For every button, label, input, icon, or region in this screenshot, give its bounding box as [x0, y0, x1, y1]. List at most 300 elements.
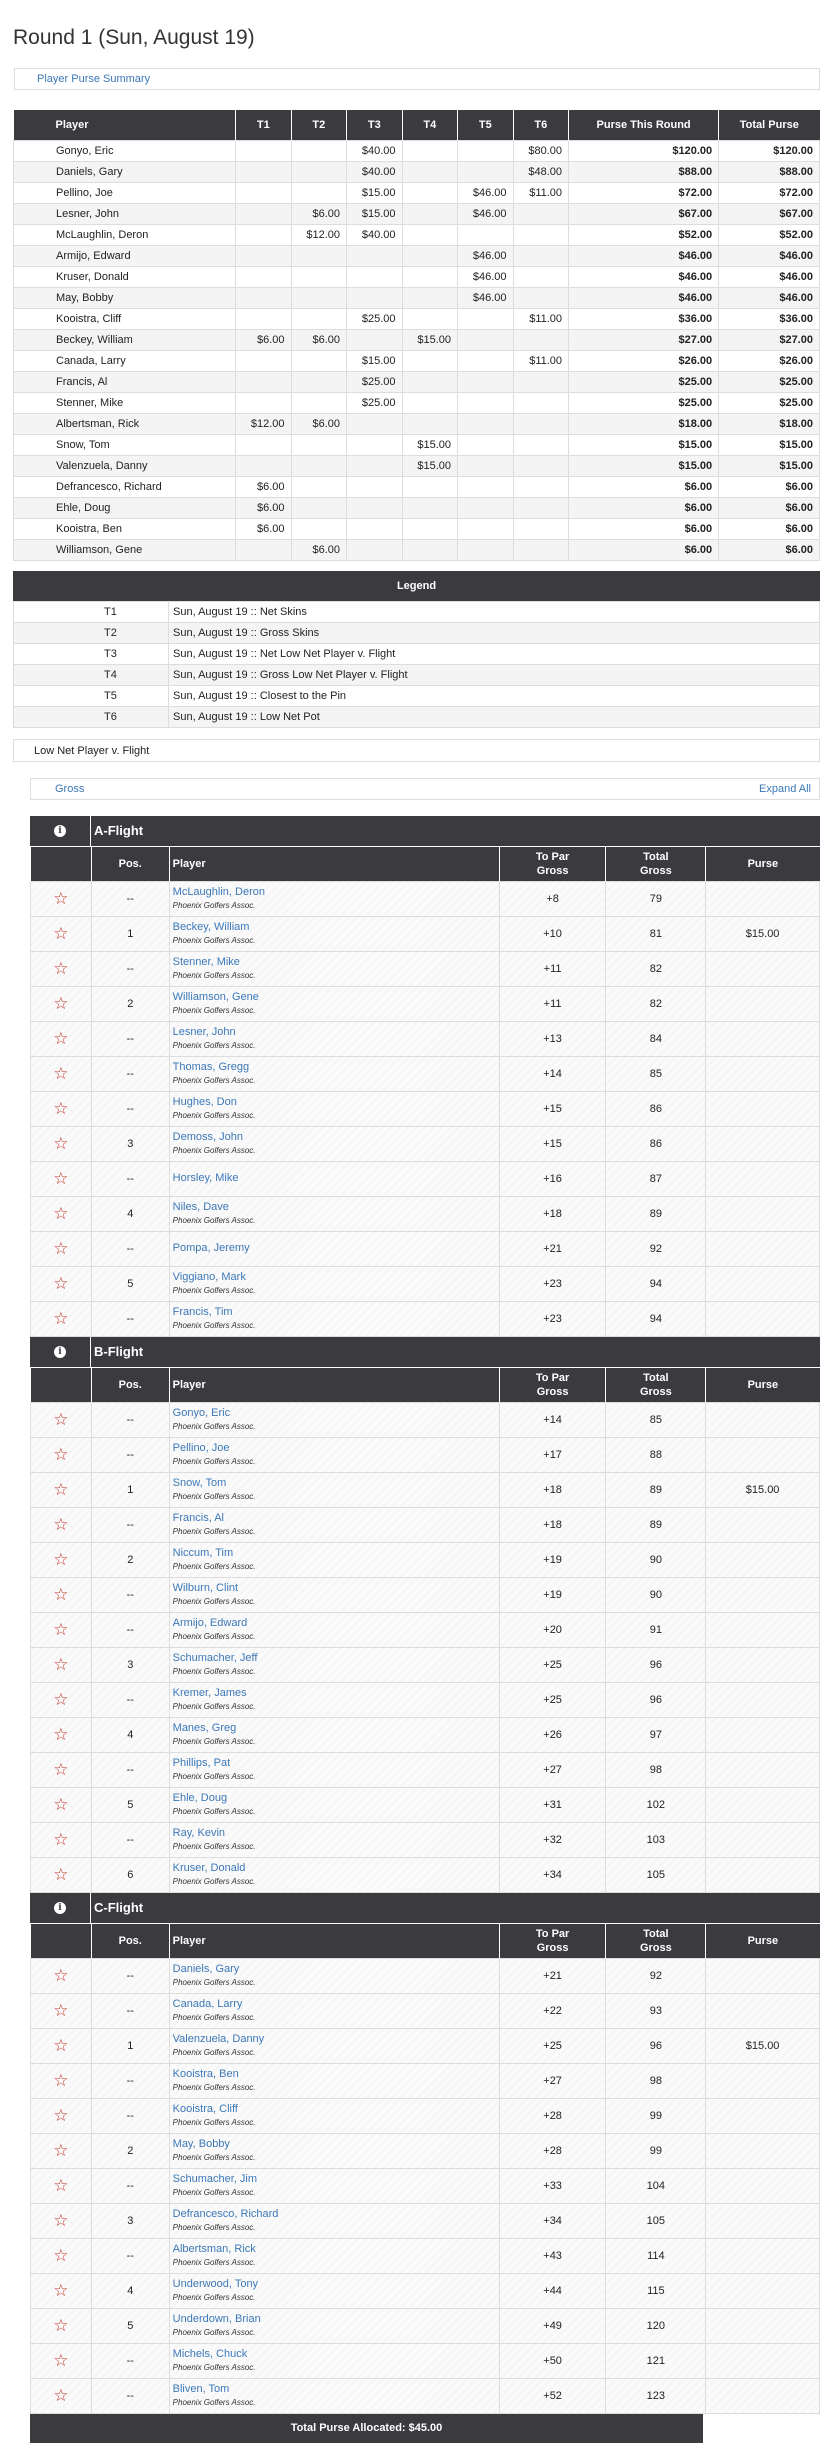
star-outline-icon[interactable]: ☆ — [53, 2316, 69, 2335]
purse-cell — [458, 329, 514, 350]
position: 4 — [91, 1717, 169, 1752]
to-par-gross: +14 — [499, 1402, 606, 1437]
player-cell — [169, 2133, 499, 2168]
player-name-link[interactable]: Viggiano, Mark — [172, 1270, 246, 1283]
purse-cell — [236, 455, 292, 476]
purse-amount — [706, 2378, 820, 2413]
purse-cell — [513, 518, 569, 539]
position: 1 — [91, 1472, 169, 1507]
player-association: Phoenix Golfers Assoc. — [172, 1876, 256, 1886]
purse-cell: $46.00 — [458, 182, 514, 203]
player-row — [31, 1612, 820, 1647]
purse-amount — [706, 1787, 820, 1822]
player-row — [31, 2063, 820, 2098]
favorite-cell — [31, 1437, 92, 1472]
star-outline-icon[interactable]: ☆ — [53, 1865, 69, 1884]
purse-cell: $12.00 — [236, 413, 292, 434]
player-name-link[interactable]: Bliven, Tom — [172, 2382, 230, 2395]
purse-cell: $15.00 — [402, 455, 458, 476]
purse-cell: $15.00 — [347, 350, 403, 371]
player-cell — [169, 1507, 499, 1542]
favorite-cell — [31, 1266, 92, 1301]
info-icon[interactable]: i — [54, 1902, 66, 1914]
purse-row — [14, 476, 820, 497]
favorite-cell — [31, 881, 92, 916]
star-outline-icon[interactable]: ☆ — [53, 2106, 69, 2125]
legend-code: T3 — [14, 643, 169, 664]
total-gross: 86 — [606, 1091, 706, 1126]
total-gross: 90 — [606, 1577, 706, 1612]
total-gross: 89 — [606, 1472, 706, 1507]
player-name-link[interactable]: Valenzuela, Danny — [172, 2032, 265, 2045]
star-outline-icon[interactable]: ☆ — [53, 1830, 69, 1849]
player-row — [31, 2098, 820, 2133]
to-par-gross: +26 — [499, 1717, 606, 1752]
purse-cell — [291, 140, 347, 161]
player-cell — [169, 1056, 499, 1091]
player-name-link[interactable]: Underdown, Brian — [172, 2312, 261, 2325]
player-name-link[interactable]: Kooistra, Cliff — [172, 2102, 238, 2115]
player-association: Phoenix Golfers Assoc. — [172, 1491, 256, 1501]
purse-cell — [291, 371, 347, 392]
flights-container — [30, 778, 820, 2443]
player-name-link[interactable]: Schumacher, Jim — [172, 2172, 258, 2185]
legend-title: Legend — [13, 571, 820, 601]
to-par-gross: +15 — [499, 1126, 606, 1161]
player-name-link[interactable]: Niles, Dave — [172, 1200, 229, 1213]
player-name-link[interactable]: Gonyo, Eric — [172, 1406, 231, 1419]
player-name-link[interactable]: Beckey, William — [172, 920, 250, 933]
legend-description: Sun, August 19 :: Gross Low Net Player v. Flight — [169, 664, 820, 685]
to-par-gross: +13 — [499, 1021, 606, 1056]
to-par-gross: +27 — [499, 1752, 606, 1787]
player-association: Phoenix Golfers Assoc. — [172, 1005, 256, 1015]
position: 1 — [91, 916, 169, 951]
total-gross: 96 — [606, 1682, 706, 1717]
purse-cell — [513, 224, 569, 245]
player-name-link[interactable]: Wilburn, Clint — [172, 1581, 239, 1594]
purse-cell — [513, 266, 569, 287]
purse-cell — [458, 539, 514, 560]
to-par-gross: +14 — [499, 1056, 606, 1091]
purse-cell: $18.00 — [569, 413, 719, 434]
to-par-gross: +23 — [499, 1266, 606, 1301]
col-header-line: Gross — [536, 1941, 569, 1954]
player-row — [31, 1161, 820, 1196]
star-outline-icon[interactable]: ☆ — [53, 1239, 69, 1258]
total-gross: 96 — [606, 2028, 706, 2063]
player-purse-summary-link[interactable]: Player Purse Summary — [37, 73, 151, 85]
player-cell — [169, 2063, 499, 2098]
star-outline-icon[interactable]: ☆ — [53, 889, 69, 908]
to-par-gross: +33 — [499, 2168, 606, 2203]
purse-cell — [347, 245, 403, 266]
purse-cell — [402, 266, 458, 287]
player-row — [31, 881, 820, 916]
flight-col-header — [606, 1923, 706, 1958]
favorite-cell — [31, 1787, 92, 1822]
star-outline-icon[interactable]: ☆ — [53, 1725, 69, 1744]
player-name-link[interactable]: Kooistra, Ben — [172, 2067, 239, 2080]
position: -- — [91, 1577, 169, 1612]
purse-col-header: Player — [14, 110, 236, 140]
star-outline-icon[interactable]: ☆ — [53, 1410, 69, 1429]
purse-amount — [706, 1507, 820, 1542]
purse-cell: $36.00 — [719, 308, 820, 329]
purse-cell — [291, 455, 347, 476]
player-association: Phoenix Golfers Assoc. — [172, 2222, 256, 2232]
favorite-cell — [31, 1993, 92, 2028]
player-name-link[interactable]: Lesner, John — [172, 1025, 236, 1038]
star-outline-icon[interactable]: ☆ — [53, 924, 69, 943]
favorite-cell — [31, 2308, 92, 2343]
player-name-link[interactable]: Ehle, Doug — [172, 1791, 228, 1804]
star-outline-icon[interactable]: ☆ — [53, 2176, 69, 2195]
purse-amount — [706, 2168, 820, 2203]
purse-cell — [402, 224, 458, 245]
star-outline-icon[interactable]: ☆ — [53, 1515, 69, 1534]
star-outline-icon[interactable]: ☆ — [53, 1134, 69, 1153]
total-purse-allocated: Total Purse Allocated: $45.00 — [30, 2414, 703, 2443]
flight-name: A-Flight — [94, 823, 144, 838]
favorite-cell — [31, 2133, 92, 2168]
purse-cell: $12.00 — [291, 224, 347, 245]
star-outline-icon[interactable]: ☆ — [53, 2281, 69, 2300]
position: -- — [91, 2378, 169, 2413]
player-association: Phoenix Golfers Assoc. — [172, 1110, 256, 1120]
star-outline-icon[interactable]: ☆ — [53, 1480, 69, 1499]
star-outline-icon[interactable]: ☆ — [53, 2211, 69, 2230]
position: -- — [91, 1993, 169, 2028]
flight-table — [30, 1923, 820, 2414]
player-name-link[interactable]: Albertsman, Rick — [172, 2242, 256, 2255]
star-outline-icon[interactable]: ☆ — [53, 1169, 69, 1188]
purse-player-name: Lesner, John — [14, 203, 236, 224]
total-gross: 82 — [606, 986, 706, 1021]
player-name-link[interactable]: Williamson, Gene — [172, 990, 259, 1003]
favorite-cell — [31, 1091, 92, 1126]
position: 1 — [91, 2028, 169, 2063]
player-name-link[interactable]: Underwood, Tony — [172, 2277, 259, 2290]
purse-cell — [513, 329, 569, 350]
player-cell — [169, 2028, 499, 2063]
purse-cell — [402, 308, 458, 329]
player-association: Phoenix Golfers Assoc. — [172, 1561, 256, 1571]
player-name-link[interactable]: Kruser, Donald — [172, 1861, 246, 1874]
star-outline-icon[interactable]: ☆ — [53, 1204, 69, 1223]
total-gross: 103 — [606, 1822, 706, 1857]
star-outline-icon[interactable]: ☆ — [53, 1309, 69, 1328]
total-gross: 94 — [606, 1301, 706, 1336]
player-name-link[interactable]: Francis, Tim — [172, 1305, 233, 1318]
purse-row — [14, 497, 820, 518]
player-name-link[interactable]: Snow, Tom — [172, 1476, 227, 1489]
purse-cell: $6.00 — [236, 497, 292, 518]
favorite-cell — [31, 1577, 92, 1612]
player-name-link[interactable]: Horsley, Mike — [172, 1172, 239, 1184]
purse-cell: $46.00 — [569, 287, 719, 308]
to-par-gross: +22 — [499, 1993, 606, 2028]
purse-row — [14, 140, 820, 161]
purse-col-header: T3 — [347, 110, 403, 140]
total-gross: 89 — [606, 1507, 706, 1542]
player-name-link[interactable]: Pellino, Joe — [172, 1441, 230, 1454]
player-name-link[interactable]: Michels, Chuck — [172, 2347, 248, 2360]
purse-cell — [402, 497, 458, 518]
player-name-link[interactable]: Pompa, Jeremy — [172, 1242, 250, 1254]
star-outline-icon[interactable]: ☆ — [53, 1445, 69, 1464]
flight-col-header: Player — [169, 1367, 499, 1402]
favorite-cell — [31, 2098, 92, 2133]
purse-player-name: Kooistra, Cliff — [14, 308, 236, 329]
star-outline-icon[interactable]: ☆ — [53, 2036, 69, 2055]
player-name-link[interactable]: Manes, Greg — [172, 1721, 237, 1734]
purse-cell: $6.00 — [719, 539, 820, 560]
total-gross: 87 — [606, 1161, 706, 1196]
to-par-gross: +50 — [499, 2343, 606, 2378]
position: 2 — [91, 1542, 169, 1577]
player-association: Phoenix Golfers Assoc. — [172, 1526, 256, 1536]
to-par-gross: +25 — [499, 1682, 606, 1717]
position: -- — [91, 1402, 169, 1437]
purse-row — [14, 182, 820, 203]
total-gross: 99 — [606, 2133, 706, 2168]
purse-cell: $25.00 — [569, 392, 719, 413]
info-icon[interactable]: i — [54, 825, 66, 837]
purse-row — [14, 266, 820, 287]
player-name-link[interactable]: McLaughlin, Deron — [172, 885, 265, 898]
purse-cell — [291, 518, 347, 539]
player-name-link[interactable]: Stenner, Mike — [172, 955, 240, 968]
position: 4 — [91, 1196, 169, 1231]
purse-amount — [706, 1542, 820, 1577]
star-outline-icon[interactable]: ☆ — [53, 1966, 69, 1985]
favorite-cell — [31, 2028, 92, 2063]
purse-cell: $67.00 — [569, 203, 719, 224]
star-outline-icon[interactable]: ☆ — [53, 1690, 69, 1709]
to-par-gross: +15 — [499, 1091, 606, 1126]
flight-section — [30, 1893, 820, 2414]
to-par-gross: +23 — [499, 1301, 606, 1336]
purse-player-name: Defrancesco, Richard — [14, 476, 236, 497]
star-outline-icon[interactable]: ☆ — [53, 1029, 69, 1048]
star-outline-icon[interactable]: ☆ — [53, 1585, 69, 1604]
position: 3 — [91, 1126, 169, 1161]
favorite-cell — [31, 1542, 92, 1577]
player-row — [31, 1021, 820, 1056]
flight-col-header: Purse — [706, 1367, 820, 1402]
star-outline-icon[interactable]: ☆ — [53, 2001, 69, 2020]
purse-cell: $15.00 — [347, 203, 403, 224]
purse-row — [14, 308, 820, 329]
player-association: Phoenix Golfers Assoc. — [172, 1841, 256, 1851]
star-outline-icon[interactable]: ☆ — [53, 2071, 69, 2090]
flight-name: B-Flight — [94, 1344, 144, 1359]
player-cell — [169, 1196, 499, 1231]
expand-all-link[interactable]: Expand All — [759, 782, 811, 795]
player-name-link[interactable]: Demoss, John — [172, 1130, 243, 1143]
purse-amount — [706, 2273, 820, 2308]
purse-cell: $6.00 — [291, 329, 347, 350]
player-name-link[interactable]: May, Bobby — [172, 2137, 230, 2150]
player-cell — [169, 881, 499, 916]
purse-cell — [291, 350, 347, 371]
legend-code: T4 — [14, 664, 169, 685]
position: -- — [91, 2063, 169, 2098]
player-name-link[interactable]: Thomas, Gregg — [172, 1060, 250, 1073]
purse-player-name: Canada, Larry — [14, 350, 236, 371]
star-outline-icon[interactable]: ☆ — [53, 1620, 69, 1639]
favorite-cell — [31, 1822, 92, 1857]
purse-cell — [513, 476, 569, 497]
player-row — [31, 2168, 820, 2203]
player-association: Phoenix Golfers Assoc. — [172, 1806, 256, 1816]
player-association: Phoenix Golfers Assoc. — [172, 2012, 256, 2022]
purse-cell — [236, 287, 292, 308]
purse-cell — [291, 245, 347, 266]
purse-col-header: Total Purse — [719, 110, 820, 140]
star-outline-icon[interactable]: ☆ — [53, 2386, 69, 2405]
player-name-link[interactable]: Niccum, Tim — [172, 1546, 234, 1559]
player-cell — [169, 1472, 499, 1507]
player-association: Phoenix Golfers Assoc. — [172, 1736, 256, 1746]
favorite-cell — [31, 1196, 92, 1231]
player-cell — [169, 1682, 499, 1717]
flight-table-header — [31, 1367, 820, 1402]
player-name-link[interactable]: Schumacher, Jeff — [172, 1651, 258, 1664]
purse-cell: $46.00 — [458, 287, 514, 308]
total-gross: 92 — [606, 1231, 706, 1266]
star-outline-icon[interactable]: ☆ — [53, 2351, 69, 2370]
total-gross: 85 — [606, 1402, 706, 1437]
flight-col-header — [606, 1367, 706, 1402]
favorite-cell — [31, 1402, 92, 1437]
purse-cell: $40.00 — [347, 140, 403, 161]
player-name-link[interactable]: Hughes, Don — [172, 1095, 237, 1108]
player-cell — [169, 2273, 499, 2308]
purse-cell — [236, 266, 292, 287]
player-cell — [169, 1958, 499, 1993]
purse-player-name: McLaughlin, Deron — [14, 224, 236, 245]
to-par-gross: +43 — [499, 2238, 606, 2273]
star-outline-icon[interactable]: ☆ — [53, 1064, 69, 1083]
tab-gross[interactable]: Gross — [55, 782, 85, 795]
player-name-link[interactable]: Francis, Al — [172, 1511, 225, 1524]
player-name-link[interactable]: Canada, Larry — [172, 1997, 243, 2010]
purse-cell — [347, 476, 403, 497]
position: 5 — [91, 1787, 169, 1822]
player-cell — [169, 986, 499, 1021]
star-outline-icon[interactable]: ☆ — [53, 1795, 69, 1814]
star-outline-icon[interactable]: ☆ — [53, 1760, 69, 1779]
purse-cell — [458, 224, 514, 245]
purse-player-name: Armijo, Edward — [14, 245, 236, 266]
favorite-cell — [31, 986, 92, 1021]
star-outline-icon[interactable]: ☆ — [53, 2246, 69, 2265]
star-outline-icon[interactable]: ☆ — [53, 1550, 69, 1569]
purse-col-header: T6 — [513, 110, 569, 140]
player-name-link[interactable]: Kremer, James — [172, 1686, 247, 1699]
player-name-link[interactable]: Defrancesco, Richard — [172, 2207, 279, 2220]
purse-player-name: Francis, Al — [14, 371, 236, 392]
star-outline-icon[interactable]: ☆ — [53, 1274, 69, 1293]
flight-table — [30, 846, 820, 1337]
player-row — [31, 1857, 820, 1892]
favorite-cell — [31, 1301, 92, 1336]
star-outline-icon[interactable]: ☆ — [53, 994, 69, 1013]
position: -- — [91, 2343, 169, 2378]
info-icon[interactable]: i — [54, 1346, 66, 1358]
star-outline-icon[interactable]: ☆ — [53, 2141, 69, 2160]
favorite-cell — [31, 1472, 92, 1507]
total-gross: 98 — [606, 2063, 706, 2098]
purse-cell — [513, 434, 569, 455]
total-gross: 97 — [606, 1717, 706, 1752]
purse-cell — [513, 245, 569, 266]
purse-cell — [236, 392, 292, 413]
flight-section — [30, 1337, 820, 1893]
to-par-gross: +49 — [499, 2308, 606, 2343]
to-par-gross: +44 — [499, 2273, 606, 2308]
purse-cell: $11.00 — [513, 182, 569, 203]
player-row — [31, 1682, 820, 1717]
player-row — [31, 2028, 820, 2063]
col-header-line: Gross — [639, 1385, 672, 1398]
favorite-cell — [31, 1647, 92, 1682]
player-association: Phoenix Golfers Assoc. — [172, 1771, 256, 1781]
position: -- — [91, 1958, 169, 1993]
player-cell — [169, 2098, 499, 2133]
to-par-gross: +21 — [499, 1958, 606, 1993]
purse-cell — [347, 329, 403, 350]
position: -- — [91, 1301, 169, 1336]
col-header-line: To Par — [535, 1371, 570, 1384]
purse-cell: $15.00 — [569, 434, 719, 455]
player-row — [31, 1231, 820, 1266]
player-name-link[interactable]: Armijo, Edward — [172, 1616, 248, 1629]
player-name-link[interactable]: Daniels, Gary — [172, 1962, 240, 1975]
favorite-cell — [31, 1857, 92, 1892]
player-name-link[interactable]: Ray, Kevin — [172, 1826, 226, 1839]
purse-cell — [236, 203, 292, 224]
star-outline-icon[interactable]: ☆ — [53, 1099, 69, 1118]
purse-player-name: Pellino, Joe — [14, 182, 236, 203]
player-row — [31, 2203, 820, 2238]
flight-name: C-Flight — [94, 1900, 144, 1915]
player-row — [31, 1437, 820, 1472]
purse-cell: $15.00 — [402, 434, 458, 455]
position: -- — [91, 951, 169, 986]
player-name-link[interactable]: Phillips, Pat — [172, 1756, 231, 1769]
purse-cell — [402, 350, 458, 371]
star-outline-icon[interactable]: ☆ — [53, 959, 69, 978]
star-outline-icon[interactable]: ☆ — [53, 1655, 69, 1674]
player-association: Phoenix Golfers Assoc. — [172, 2187, 256, 2197]
flight-section — [30, 816, 820, 1337]
purse-cell — [291, 476, 347, 497]
purse-cell — [402, 476, 458, 497]
position: 3 — [91, 2203, 169, 2238]
purse-cell: $6.00 — [569, 476, 719, 497]
legend-code: T2 — [14, 622, 169, 643]
purse-player-name: Kruser, Donald — [14, 266, 236, 287]
favorite-cell — [31, 2238, 92, 2273]
purse-cell — [458, 518, 514, 539]
to-par-gross: +10 — [499, 916, 606, 951]
total-gross: 98 — [606, 1752, 706, 1787]
purse-cell — [236, 140, 292, 161]
purse-cell: $40.00 — [347, 224, 403, 245]
